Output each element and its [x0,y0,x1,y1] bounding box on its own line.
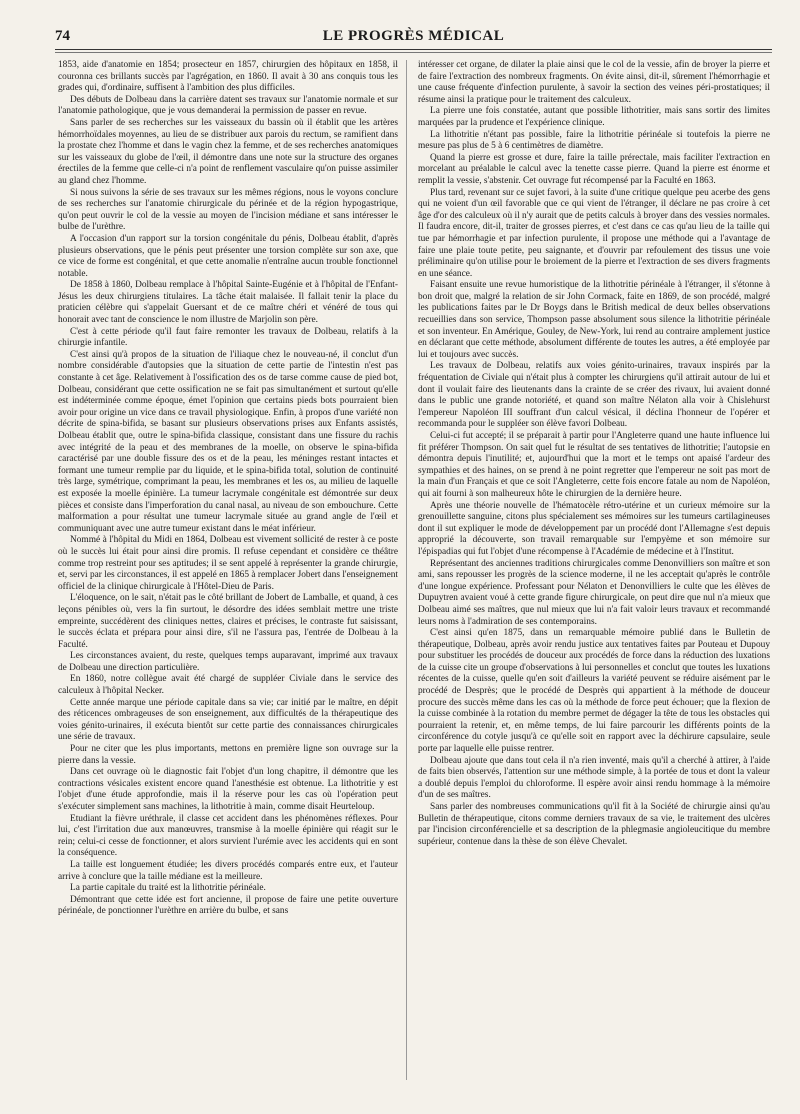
paragraph: Représentant des anciennes traditions chirurgicales comme Denonvilliers son maître et son ami, sans repousser les progrès de la science moderne, il ne les acceptait qu'après le contrôle d'une longue expérience. Professant pour Nélaton et Denonvilliers le culte que les élèves de Dupuytren avaient voué à cette grande figure chirurgicale, on peut dire que nul n'a mieux que Dolbeau aimé ses maîtres, que nul mieux que lui n'a fait valoir leurs travaux et recommandé leurs noms à l'admiration de ses contemporains. [418,558,770,627]
header-rule-secondary [55,52,772,53]
paragraph: A l'occasion d'un rapport sur la torsion congénitale du pénis, Dolbeau établit, d'après plusieurs observations, que le pénis peut présenter une torsion complète sur son axe, que ce vice de forme est congénital, et que cette anomalie n'entraîne aucun trouble fonctionnel notable. [58,233,398,279]
paragraph: Plus tard, revenant sur ce sujet favori, à la suite d'une critique quelque peu acerbe des gens qui ne voient d'un œil favorable que ce qui vient de l'étranger, il déclare ne pas croire à cet âge d'or des calculeux où il n'y aurait que de petits calculs à broyer dans des vessies normales. Il faudra encore, dit-il, traiter de grosses pierres, et c'est dans ce cas qu'au lieu de la taille qui tue par hémorrhagie et par infection purulente, il propose une méthode qui a l'avantage de faire une plaie toute petite, peu saignante, et d'ouvrir par refoulement des tissus une voie préliminaire qu'on utilise pour le broiement de la pierre et l'extraction de ses divers fragments en une séance. [418,187,770,279]
paragraph: Etudiant la fièvre uréthrale, il classe cet accident dans les phénomènes réflexes. Pour lui, c'est l'irritation due aux manœuvres, transmise à la moelle épinière qui réagit sur le rein; celui-ci cesse de fonctionner, et alors survient l'urémie avec les accidents qui en sont la conséquence. [58,813,398,859]
paragraph: Quand la pierre est grosse et dure, faire la taille prérectale, mais faciliter l'extraction en morcelant au préalable le calcul avec la tenette casse pierre. Quand la pierre est énorme et remplit la vessie, s'abstenir. Cet ouvrage fut récompensé par la Faculté en 1863. [418,152,770,186]
paragraph: C'est ainsi qu'à propos de la situation de l'iliaque chez le nouveau-né, il conclut d'un nombre considérable d'autopsies que la situation de cette partie de l'intestin n'est pas constante à cet âge. Relativement à l'ossification des os de tarse comme cause de pied bot, Dolbeau, considérant que cette ossification ne se fait pas simultanément et surtout qu'elle est indéterminée comme époque, émet l'opinion que certains pieds bots pourraient bien avoir pour origine un vice dans ce travail physiologique. Enfin, à propos d'une variété non décrite de spina-bifida, se basant sur plusieurs observations prises aux Enfants assistés, Dolbeau établit que, outre le spina-bifida classique, consistant dans une fissure du rachis avec intégrité de la peau et des membranes de la moelle, on observe le spina-bifida caractérisé par une double fissure des os et de la peau, les méninges restant intactes et formant une tumeur remplie par du liquide, et le spina-bifida total, solution de continuité très large, symétrique, comprimant la peau, les membranes et les os, au milieu de laquelle est exposée la moelle épinière. La tumeur lacrymale congénitale est démontrée sur deux pièces et consiste dans l'imperforation du canal nasal, au niveau de son embouchure. Cette malformation a pour résultat une tumeur lacrymale située au grand angle de l'œil et communiquant avec une autre tumeur existant dans le méat inférieur. [58,349,398,534]
left-column [58,60,398,918]
paragraph: La lithotritie n'étant pas possible, faire la lithotritie périnéale si toutefois la pierre ne mesure pas plus de 5 à 6 centimètres de diamètre. [418,129,770,152]
paragraph: L'éloquence, on le sait, n'était pas le côté brillant de Jobert de Lamballe, et quand, à ces leçons pénibles où, vers la fin surtout, le désordre des idées semblait mettre une triste empreinte, succédèrent des cliniques nettes, claires et précises, le contraste fut saisissant, le succès éclata et prépara pour ainsi dire, s'il ne l'assura pas, l'entrée de Dolbeau à la Faculté. [58,593,398,650]
paragraph: Faisant ensuite une revue humoristique de la lithotritie périnéale à l'étranger, il s'étonne à bon droit que, malgré la relation de sir John Cormack, faite en 1869, de son procédé, malgré les publications faites par le Dr Boygs dans le British medical de deux belles observations recueillies dans son service, Thompson passe absolument sous silence la lithotritie périnéale et son inventeur. En Amérique, Gouley, de New-York, lui rend au contraire amplement justice en déclarant que cette méthode, absolument différente de toutes les autres, a été employée par lui et toujours avec succès. [418,280,770,360]
running-title: LE PROGRÈS MÉDICAL [322,28,505,44]
paragraph: En 1860, notre collègue avait été chargé de suppléer Civiale dans le service des calculeux à l'hôpital Necker. [58,674,398,697]
page-header [55,28,772,50]
paragraph: 1853, aide d'anatomie en 1854; prosecteur en 1857, chirurgien des hôpitaux en 1858, il couronna ces brillants succès par l'agrégation, en 1860. Il avait à 30 ans conquis tous les grades qui, d'ordinaire, suffisent à l'ambition des plus difficiles. [58,60,398,94]
paragraph: De 1858 à 1860, Dolbeau remplace à l'hôpital Sainte-Eugénie et à l'hôpital de l'Enfant-Jésus les deux chirurgiens titulaires. La tâche était malaisée. Il fallait tenir la place du praticien célèbre qui s'appelait Guersant et de ce maître chéri et vénéré de tous qui honorait avec tant de conscience le nom illustre de Marjolin son père. [58,280,398,326]
paragraph: intéresser cet organe, de dilater la plaie ainsi que le col de la vessie, afin de broyer la pierre et de faire l'extraction des nombreux fragments. On évite ainsi, dit-il, sûrement l'hémorrhagie et une cause fréquente d'infection purulente, à savoir la section des veines péri-prostatiques; il résume ainsi la pratique pour le traitement des calculeux. [418,60,770,105]
paragraph: Sans parler des nombreuses communications qu'il fit à la Société de chirurgie ainsi qu'au Bulletin de thérapeutique, citons comme derniers travaux de sa vie, le traitement des ulcères par l'incision circonférencielle et sa description de la phlegmasie angioleucitique du membre supérieur, contenue dans la thèse de son élève Chevalet. [418,802,770,847]
paragraph: Des débuts de Dolbeau dans la carrière datent ses travaux sur l'anatomie normale et sur l'anatomie pathologique, que je vous demanderai la permission de passer en revue. [58,94,398,117]
header-rule [55,49,772,50]
paragraph: Si nous suivons la série de ses travaux sur les mêmes régions, nous le voyons conclure de ses recherches sur l'anatomie chirurgicale du périnée et de la région hypogastrique, qu'on peut ouvrir le col de la vessie au moyen de l'incision médiane et sans intéresser le bulbe de l'urèthre. [58,187,398,233]
paragraph: Dolbeau ajoute que dans tout cela il n'a rien inventé, mais qu'il a cherché à attirer, à l'aide de faits bien observés, l'attention sur une méthode simple, à la portée de tous et dont la valeur a doublé depuis l'emploi du chloroforme. Il espère avoir ainsi rendu hommage à la mémoire d'un de ses maîtres. [418,755,770,801]
paragraph: Nommé à l'hôpital du Midi en 1864, Dolbeau est vivement sollicité de rester à ce poste où le succès lui était pour ainsi dire promis. Il refuse cependant et considère ce théâtre comme trop restreint pour ses aptitudes; il se sent appelé à représenter la grande chirurgie, et, servi par les circonstances, il est appelé en 1865 à remplacer Jobert dans l'enseignement officiel de la clinique chirurgicale à l'Hôtel-Dieu de Paris. [58,535,398,592]
column-divider [406,60,407,1080]
paragraph: C'est ainsi qu'en 1875, dans un remarquable mémoire publié dans le Bulletin de thérapeutique, Dolbeau, après avoir rendu justice aux tentatives faites par Pouteau et Dupouy pour substituer les procédés de douceur aux procédés de force dans la réduction des luxations de la cuisse cite un groupe d'observations à lui personnelles et conclut que toutes les luxations récentes de la cuisse, quelle qu'en soit d'ailleurs la variété peuvent se réduire aisément par le procédé de Desprès; que le procédé de Desprès qui appartient à la méthode de douceur procure des succès même dans les cas où la méthode de force peut échouer; que la flexion de la cuisse combinée à la rotation du membre permet de dégager la tête de tous les obstacles qui pourraient la retenir, et, en même temps, de lui faire parcourir les différents points de la circonférence du cotyle jusqu'à ce qu'elle soit en rapport avec la déchirure capsulaire, seule porte par laquelle elle puisse rentrer. [418,628,770,755]
paragraph: Sans parler de ses recherches sur les vaisseaux du bassin où il établit que les artères hémorrhoïdales moyennes, au lieu de se distribuer aux parois du rectum, se ramifient dans la prostate chez l'homme et dans le vagin chez la femme, et de ses recherches anatomiques sur les vaisseaux du globe de l'œil, il démontre dans une note sur la structure des organes érectiles de la femme que celle-ci n'a point de renflement vasculaire qu'on puisse assimiler au gland chez l'homme. [58,117,398,186]
paragraph: La taille est longuement étudiée; les divers procédés comparés entre eux, et l'auteur arrive à conclure que la taille médiane est la meilleure. [58,859,398,882]
paragraph: Celui-ci fut accepté; il se préparait à partir pour l'Angleterre quand une haute influence lui fit préférer Thompson. On sait quel fut le résultat de ses tentatives de lithotritie; l'autopsie en démontra depuis l'inutilité; et, aujourd'hui que la mort et le temps ont apaisé l'ardeur des sympathies et des haines, on se prend à ne point regretter que l'empereur ne soit pas mort de la main d'un Français et que ce soit l'Angleterre, cette fois encore fatale au nom de Napoléon, qui ait fourni à son malheureux hôte le chirurgien de la dernière heure. [418,431,770,499]
right-column [418,60,770,848]
paragraph: Dans cet ouvrage où le diagnostic fait l'objet d'un long chapitre, il démontre que les contractions vésicales existent encore quand l'anesthésie est obtenue. La lithotritie y est l'objet d'une étude approfondie, mais il la réserve pour les cas où l'opération peut s'exécuter simplement sans machines, la lithotritie à main, comme disait Heurteloup. [58,767,398,812]
paragraph: La partie capitale du traité est la lithotritie périnéale. [70,883,266,894]
paragraph: Les circonstances avaient, du reste, quelques temps auparavant, imprimé aux travaux de Dolbeau une direction particulière. [58,651,398,673]
paragraph: Pour ne citer que les plus importants, mettons en première ligne son ouvrage sur la pierre dans la vessie. [58,744,398,766]
paragraph: La pierre une fois constatée, autant que possible lithotritier, mais sans sortir des limites marquées par la prudence et l'expérience clinique. [418,106,770,128]
paragraph: C'est à cette période qu'il faut faire remonter les travaux de Dolbeau, relatifs à la chirurgie infantile. [58,326,398,349]
paragraph: Démontrant que cette idée est fort ancienne, il propose de faire une petite ouverture périnéale, de ponctionner l'urèthre en arrière du bulbe, et sans [58,894,398,917]
paragraph: Après une théorie nouvelle de l'hématocèle rétro-utérine et un curieux mémoire sur la grenouillette sanguine, citons plus spécialement ses mémoires sur les tumeurs cartilagineuses dont il sut expliquer le mode de développement par un procédé dont l'Allemagne s'est depuis approprié la découverte, son travail remarquable sur l'empyème et son mémoire sur l'épispadias qui fut l'objet d'une récompense à l'Académie de médecine et à l'Institut. [418,500,770,557]
paragraph: Cette année marque une période capitale dans sa vie; car initié par le maître, en dépit des réticences ombrageuses de son enseignement, aux difficultés de la thérapeutique des voies génito-urinaires, il exécuta bientôt sur cette partie des connaissances chirurgicales une série de travaux. [58,697,398,743]
page-number: 74 [55,28,70,44]
paragraph: Les travaux de Dolbeau, relatifs aux voies génito-urinaires, travaux inspirés par la fréquentation de Civiale qui n'était plus à compter les chirurgiens qu'il attirait autour de lui et dont il voulait faire des lieutenants dans la crainte de se créer des rivaux, lui avaient donné dans le public une grande notoriété, et quand son maître Nélaton alla voir à Chislehurst l'empereur Napoléon III souffrant d'un calcul vésical, il déclina l'honneur de l'opérer et recommanda pour le suppléer son élève favori Dolbeau. [418,361,770,430]
